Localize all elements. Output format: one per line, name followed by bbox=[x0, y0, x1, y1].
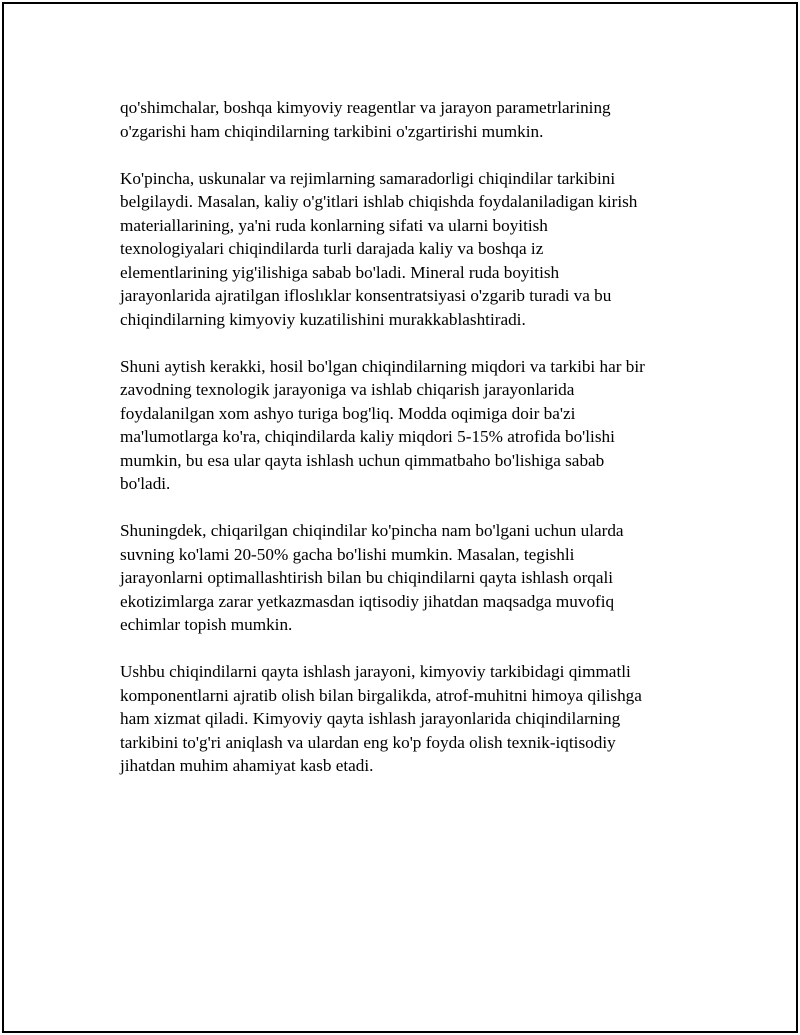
paragraph-5: Ushbu chiqindilarni qayta ishlash jarayoni, kimyoviy tarkibidagi qimmatli komponentlarni ajratib olish bilan birgalikda, atrof-muhitni himoya qilishga ham xizmat qiladi. Kimyoviy qayta ishlash jarayonlarida chiqindilarning tarkibini to'g'ri aniqlash va ulardan eng ko'p foyda olish texnik-iqtisodiy jihatdan muhim ahamiyat kasb etadi. bbox=[120, 662, 642, 775]
document-page bbox=[2, 2, 798, 1033]
paragraph-3: Shuni aytish kerakki, hosil bo'lgan chiqindilarning miqdori va tarkibi har bir zavodning texnologik jarayoniga va ishlab chiqarish jarayonlarida foydalanilgan xom ashyo turiga bog'liq. Modda oqimiga doir ba'zi ma'lumotlarga ko'ra, chiqindilarda kaliy miqdori 5-15% atrofida bo'lishi mumkin, bu esa ular qayta ishlash uchun qimmatbaho bo'lishiga sabab bo'ladi. bbox=[120, 356, 645, 493]
paragraph-2: Ko'pincha, uskunalar va rejimlarning samaradorligi chiqindilar tarkibini belgilaydi. Masalan, kaliy o'g'itlari ishlab chiqishda foydalaniladigan kirish materiallarining, ya'ni ruda konlarning sifati va ularni boyitish texnologiyalari chiqindilarda turli darajada kaliy va boshqa iz elementlarining yig'ilishiga sabab bo'ladi. Mineral ruda boyitish jarayonlarida ajratilgan ifloslıklar konsentratsiyasi o'zgarib turadi va bu chiqindilarning kimyoviy kuzatilishini murakkablashtiradi. bbox=[120, 168, 638, 329]
paragraph-4: Shuningdek, chiqarilgan chiqindilar ko'pincha nam bo'lgani uchun ularda suvning ko'lami 20-50% gacha bo'lishi mumkin. Masalan, tegishli jarayonlarni optimallashtirish bilan bu chiqindilarni qayta ishlash orqali ekotizimlarga zarar yetkazmasdan iqtisodiy jihatdan maqsadga muvofiq echimlar topish mumkin. bbox=[120, 521, 624, 634]
document-body bbox=[120, 96, 704, 801]
paragraph-1: qo'shimchalar, boshqa kimyoviy reagentlar va jarayon parametrlarining o'zgarishi ham chiqindilarning tarkibini o'zgartirishi mumkin. bbox=[120, 98, 611, 141]
